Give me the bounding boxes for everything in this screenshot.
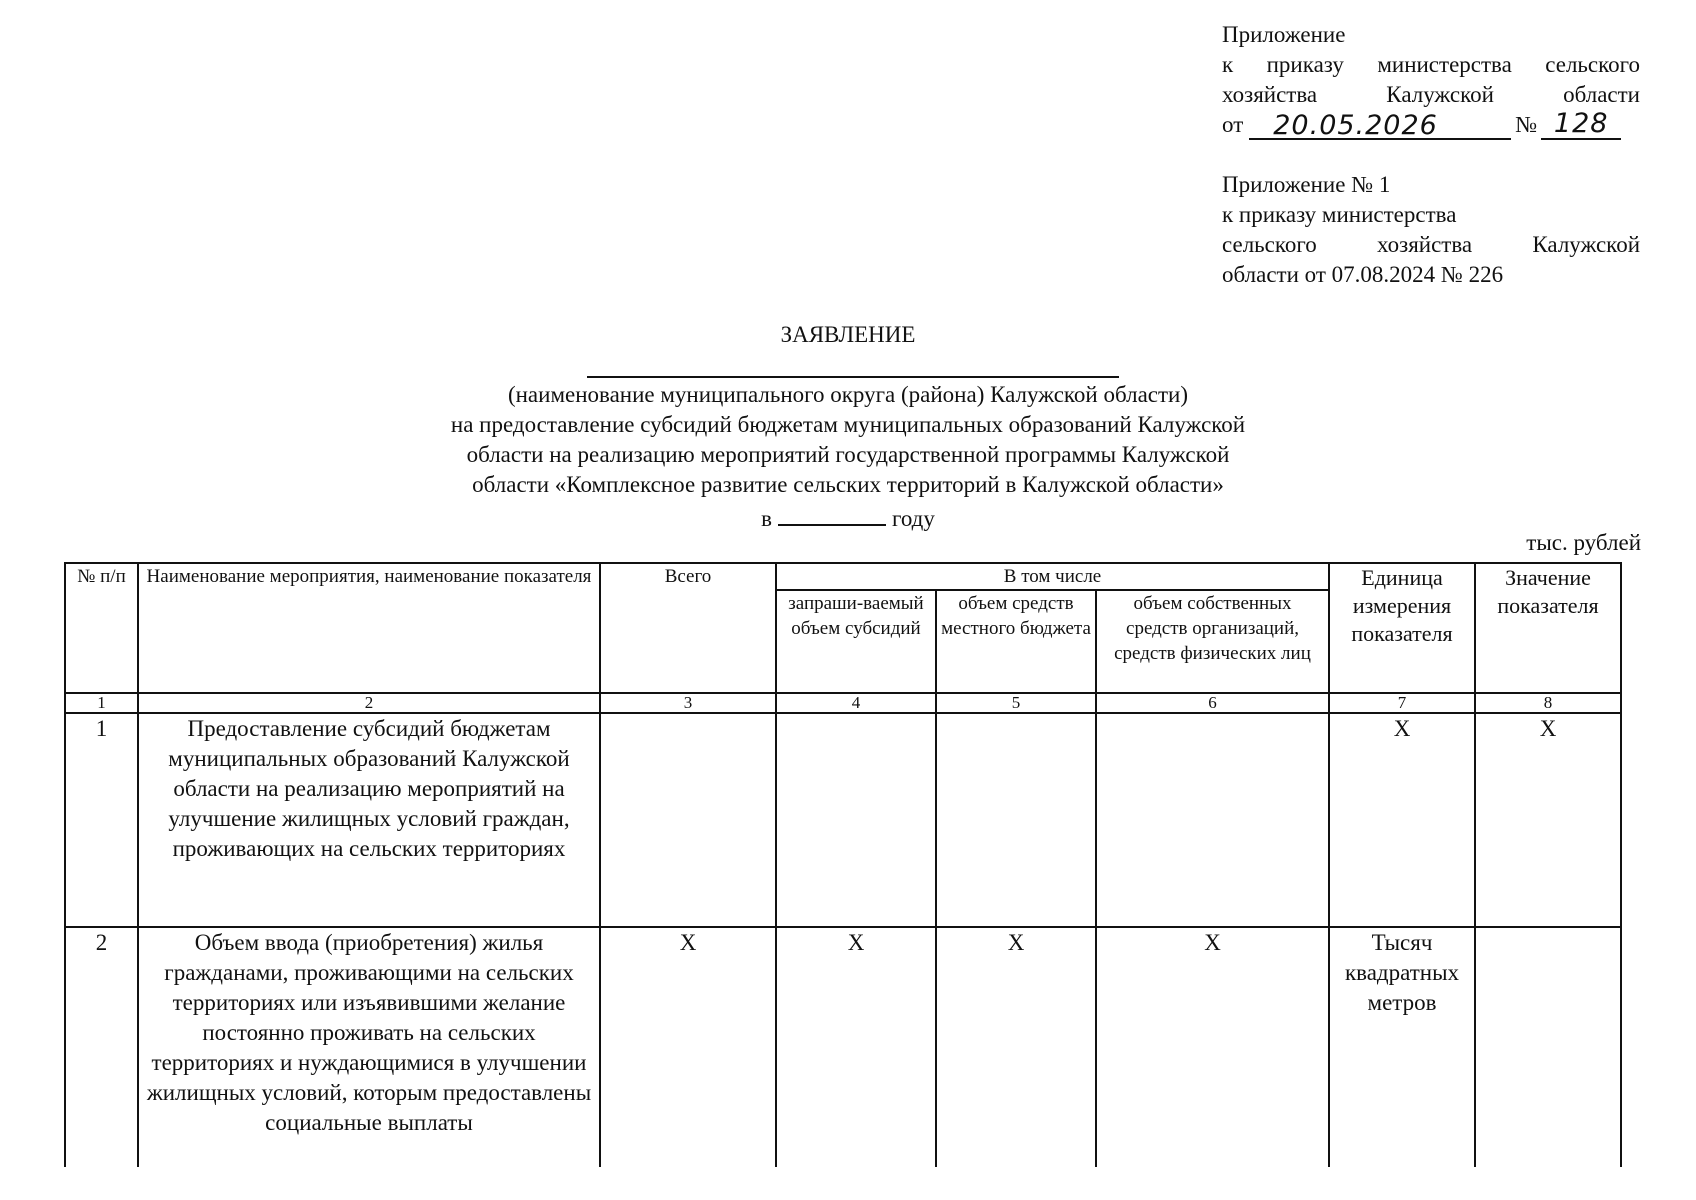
currency-unit: тыс. рублей	[1526, 530, 1641, 555]
header-total: Всего	[600, 563, 776, 693]
header-num: № п/п	[65, 563, 138, 693]
column-number: 7	[1329, 693, 1475, 713]
row-name: Объем ввода (приобретения) жилья гражданами, проживающими на сельских территориях или изъявившими желание постоянно проживать на сельских территориях и нуждающимися в улучшении жилищных условий, которым предоставлены социальные выплаты	[138, 927, 600, 1167]
column-number: 6	[1096, 693, 1329, 713]
table-row	[65, 927, 1621, 1167]
header-unit: Единица измерения показателя	[1329, 563, 1475, 693]
row-total: X	[600, 927, 776, 1167]
row-num: 1	[65, 713, 138, 927]
order-date-line	[1222, 110, 1640, 140]
column-number: 4	[776, 693, 936, 713]
row-unit: Тысяч квадратных метров	[1329, 927, 1475, 1167]
column-number: 5	[936, 693, 1096, 713]
appendix1-title: Приложение № 1	[1222, 172, 1391, 197]
order-date-field	[1249, 112, 1511, 140]
appendix1-header	[1222, 170, 1640, 290]
order-line-1: к приказу министерства сельского	[1222, 52, 1640, 77]
row-local: X	[936, 927, 1096, 1167]
order-number-field	[1541, 110, 1621, 140]
handwritten-date: 20.05.2026	[1273, 110, 1438, 141]
year-blank	[778, 502, 886, 526]
header-row-1	[65, 563, 1621, 590]
appendix1-line-3: области от 07.08.2024 № 226	[1222, 262, 1504, 287]
title-line-1: на предоставление субсидий бюджетам муниципальных образований Калужской	[450, 412, 1246, 437]
header-local: объем средств местного бюджета	[936, 590, 1096, 693]
header-own: объем собственных средств организаций, средств физических лиц	[1096, 590, 1329, 693]
document-heading: ЗАЯВЛЕНИЕ	[780, 322, 916, 347]
table-row	[65, 713, 1621, 927]
handwritten-number: 128	[1553, 108, 1609, 139]
row-unit: X	[1329, 713, 1475, 927]
row-name: Предоставление субсидий бюджетам муниципальных образований Калужской области на реализацию мероприятий на улучшение жилищных условий граждан, проживающих на сельских территориях	[138, 713, 600, 927]
header-value: Значение показателя	[1475, 563, 1621, 693]
row-num: 2	[65, 927, 138, 1167]
header-requested: запраши-ваемый объем субсидий	[776, 590, 936, 693]
row-value: X	[1475, 713, 1621, 927]
row-total[interactable]	[600, 713, 776, 927]
application-table	[64, 562, 1622, 1167]
appendix1-line-2: сельского хозяйства Калужской	[1222, 232, 1640, 257]
column-number-row	[65, 693, 1621, 713]
row-own[interactable]	[1096, 713, 1329, 927]
appendix-header	[1222, 20, 1640, 140]
column-number: 1	[65, 693, 138, 713]
order-line-2: хозяйства Калужской области	[1222, 82, 1640, 107]
column-number: 3	[600, 693, 776, 713]
number-label: №	[1515, 112, 1538, 137]
column-number: 8	[1475, 693, 1621, 713]
header-name: Наименование мероприятия, наименование показателя	[138, 563, 600, 693]
year-line: в году	[0, 502, 1696, 534]
subtitle-hint: (наименование муниципального округа (района) Калужской области)	[507, 382, 1189, 407]
row-value[interactable]	[1475, 927, 1621, 1167]
municipality-name-blank	[587, 376, 1119, 378]
appendix1-line-1: к приказу министерства	[1222, 202, 1457, 227]
from-label: от	[1222, 112, 1244, 137]
row-own: X	[1096, 927, 1329, 1167]
title-line-2: области на реализацию мероприятий государственной программы Калужской	[466, 442, 1230, 467]
header-including: В том числе	[776, 563, 1329, 590]
row-requested[interactable]	[776, 713, 936, 927]
appendix-title: Приложение	[1222, 22, 1346, 47]
title-line-3: области «Комплексное развитие сельских территорий в Калужской области»	[472, 472, 1224, 497]
row-local[interactable]	[936, 713, 1096, 927]
row-requested: X	[776, 927, 936, 1167]
column-number: 2	[138, 693, 600, 713]
